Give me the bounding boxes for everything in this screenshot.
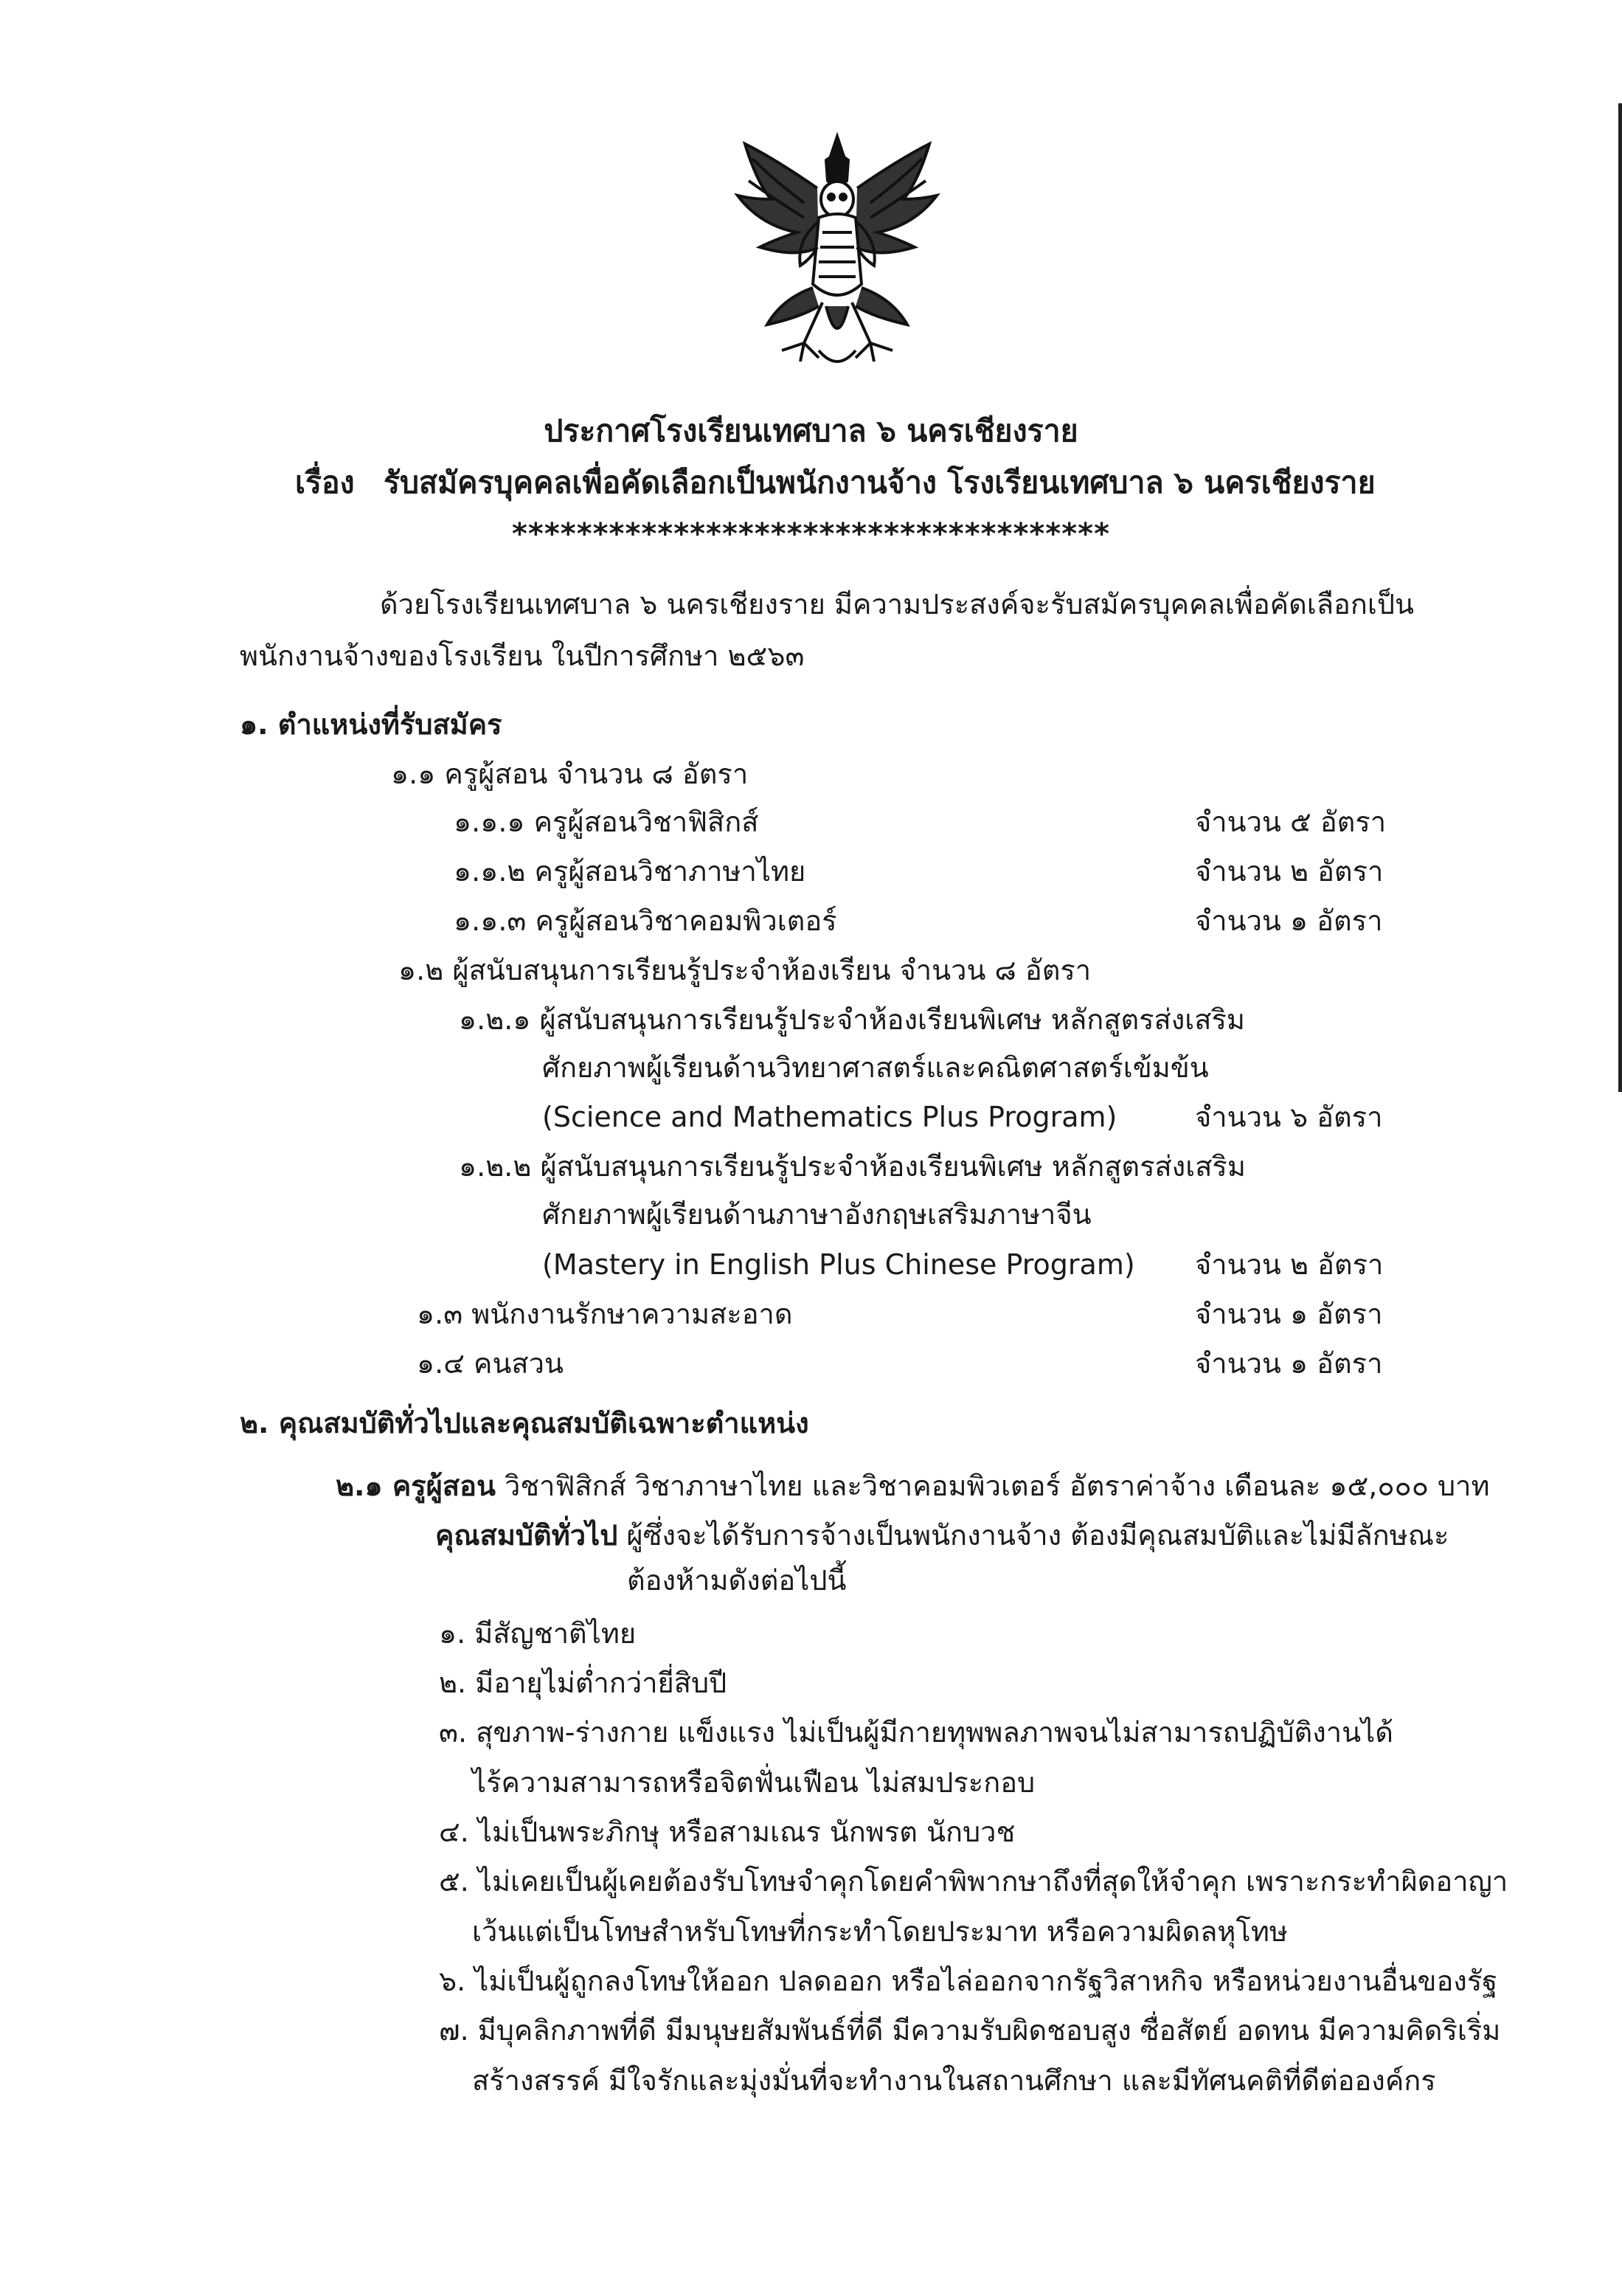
position-1-2-1-qty: จำนวน ๖ อัตรา bbox=[1195, 1101, 1383, 1133]
qualification-item-7-cont: สร้างสรรค์ มีใจรักและมุ่งมั่นที่จะทำงานในสถานศึกษา และมีทัศนคติที่ดีต่อองค์กร bbox=[472, 2064, 1436, 2097]
qualification-item-7: ๗. มีบุคลิกภาพที่ดี มีมนุษยสัมพันธ์ที่ดี มีความรับผิดชอบสูง ซื่อสัตย์ อดทน มีความคิดริเริ่ม bbox=[439, 2014, 1501, 2047]
position-1-2-1-line-2: ศักยภาพผู้เรียนด้านวิทยาศาสตร์และคณิตศาสตร์เข้มข้น bbox=[542, 1051, 1209, 1084]
position-1-1-3-qty: จำนวน ๑ อัตรา bbox=[1195, 905, 1383, 937]
position-1-2-1-line-1: ๑.๒.๑ ผู้สนับสนุนการเรียนรู้ประจำห้องเรียนพิเศษ หลักสูตรส่งเสริม bbox=[459, 1003, 1245, 1036]
position-1-1-1-qty: จำนวน ๕ อัตรา bbox=[1195, 806, 1387, 838]
position-1-4: ๑.๔ คนสวน bbox=[417, 1347, 564, 1380]
general-qualification-line-2: ต้องห้ามดังต่อไปนี้ bbox=[627, 1564, 847, 1597]
section-2-heading: ๒. คุณสมบัติทั่วไปและคุณสมบัติเฉพาะตำแหน่ง bbox=[240, 1407, 809, 1439]
subject-label: เรื่อง bbox=[295, 465, 355, 500]
qualification-item-5: ๕. ไม่เคยเป็นผู้เคยต้องรับโทษจำคุกโดยคำพิพากษาถึงที่สุดให้จำคุก เพราะกระทำผิดอาญา bbox=[439, 1865, 1508, 1898]
announcement-title: ประกาศโรงเรียนเทศบาล ๖ นครเชียงราย bbox=[544, 413, 1078, 449]
intro-line-1: ด้วยโรงเรียนเทศบาล ๖ นครเชียงราย มีความประสงค์จะรับสมัครบุคคลเพื่อคัดเลือกเป็น bbox=[380, 588, 1414, 620]
qualification-item-6: ๖. ไม่เป็นผู้ถูกลงโทษให้ออก ปลดออก หรือไล่ออกจากรัฐวิสาหกิจ หรือหน่วยงานอื่นของรัฐ bbox=[439, 1965, 1498, 1997]
subject-text: รับสมัครบุคคลเพื่อคัดเลือกเป็นพนักงานจ้าง โรงเรียนเทศบาล ๖ นครเชียงราย bbox=[384, 465, 1376, 500]
qualification-item-1: ๑. มีสัญชาติไทย bbox=[439, 1617, 637, 1650]
position-1-1-3: ๑.๑.๓ ครูผู้สอนวิชาคอมพิวเตอร์ bbox=[454, 905, 837, 937]
general-qualification bbox=[435, 1518, 1449, 1553]
star-divider: ************************************* bbox=[512, 517, 1110, 551]
general-qualification-label: คุณสมบัติทั่วไป bbox=[435, 1519, 618, 1552]
qualification-item-4: ๔. ไม่เป็นพระภิกษุ หรือสามเณร นักพรต นักบวช bbox=[439, 1816, 1016, 1848]
position-1-3-qty: จำนวน ๑ อัตรา bbox=[1195, 1298, 1383, 1330]
general-qualification-text: ผู้ซึ่งจะได้รับการจ้างเป็นพนักงานจ้าง ต้องมีคุณสมบัติและไม่มีลักษณะ bbox=[617, 1519, 1449, 1552]
qualification-2-1-text: วิชาฟิสิกส์ วิชาภาษาไทย และวิชาคอมพิวเตอร์ อัตราค่าจ้าง เดือนละ ๑๕,๐๐๐ บาท bbox=[495, 1470, 1490, 1502]
position-1-3: ๑.๓ พนักงานรักษาความสะอาด bbox=[417, 1298, 793, 1330]
position-1-1: ๑.๑ ครูผู้สอน จำนวน ๘ อัตรา bbox=[391, 758, 749, 790]
position-1-1-2-qty: จำนวน ๒ อัตรา bbox=[1195, 855, 1384, 888]
position-1-1-1: ๑.๑.๑ ครูผู้สอนวิชาฟิสิกส์ bbox=[454, 806, 759, 838]
garuda-emblem-icon bbox=[730, 129, 944, 384]
position-1-2-2-line-1: ๑.๒.๒ ผู้สนับสนุนการเรียนรู้ประจำห้องเรียนพิเศษ หลักสูตรส่งเสริม bbox=[459, 1150, 1246, 1183]
position-1-4-qty: จำนวน ๑ อัตรา bbox=[1195, 1347, 1383, 1380]
position-1-2-1-line-3: (Science and Mathematics Plus Program) bbox=[542, 1101, 1117, 1133]
section-1-heading: ๑. ตำแหน่งที่รับสมัคร bbox=[240, 708, 502, 741]
qualification-item-3: ๓. สุขภาพ-ร่างกาย แข็งแรง ไม่เป็นผู้มีกายทุพพลภาพจนไม่สามารถปฏิบัติงานได้ bbox=[439, 1716, 1393, 1749]
intro-line-2: พนักงานจ้างของโรงเรียน ในปีการศึกษา ๒๕๖๓ bbox=[240, 640, 805, 672]
position-1-2-2-line-3: (Mastery in English Plus Chinese Program) bbox=[542, 1248, 1135, 1281]
qualification-item-2: ๒. มีอายุไม่ต่ำกว่ายี่สิบปี bbox=[439, 1667, 727, 1699]
qualification-item-5-cont: เว้นแต่เป็นโทษสำหรับโทษที่กระทำโดยประมาท หรือความผิดลหุโทษ bbox=[472, 1915, 1288, 1948]
position-1-2-2-line-2: ศักยภาพผู้เรียนด้านภาษาอังกฤษเสริมภาษาจีน bbox=[542, 1198, 1092, 1231]
qualification-2-1-bold: ๒.๑ ครูผู้สอน bbox=[336, 1470, 496, 1502]
position-1-2-2-qty: จำนวน ๒ อัตรา bbox=[1195, 1248, 1384, 1281]
qualification-item-3-cont: ไร้ความสามารถหรือจิตฟั่นเฟือน ไม่สมประกอบ bbox=[472, 1766, 1036, 1799]
position-1-2: ๑.๒ ผู้สนับสนุนการเรียนรู้ประจำห้องเรียน จำนวน ๘ อัตรา bbox=[398, 954, 1092, 986]
scan-edge-line bbox=[1618, 103, 1622, 1092]
position-1-1-2: ๑.๑.๒ ครูผู้สอนวิชาภาษาไทย bbox=[454, 855, 806, 888]
qualification-2-1 bbox=[336, 1468, 1490, 1504]
